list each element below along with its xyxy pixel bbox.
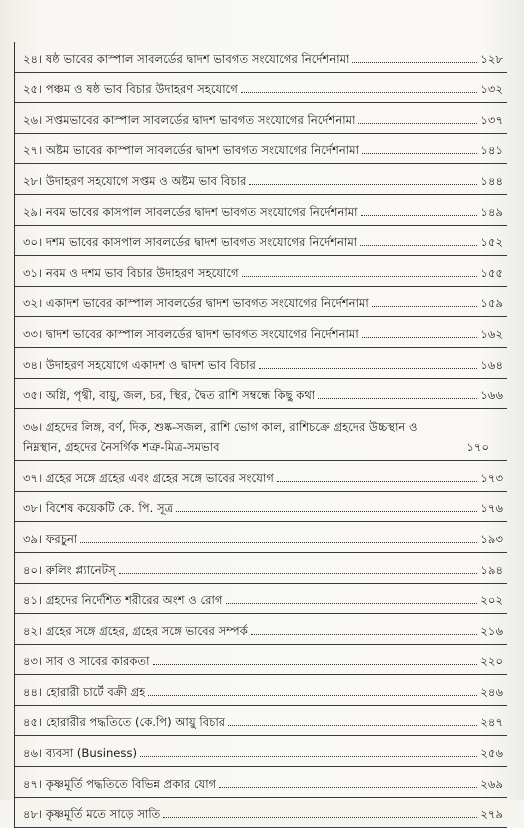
dot-leader (362, 337, 478, 338)
dot-leader (242, 276, 478, 277)
dot-leader (277, 481, 478, 482)
dot-leader (358, 123, 477, 124)
toc-entry (15, 379, 507, 410)
toc-entry-page: ২৪৬ (480, 684, 503, 699)
toc-entry (15, 461, 507, 492)
toc-entry-page: ১৫৫ (480, 265, 503, 280)
toc-entry-title: ৪৮। কৃষ্ণমূর্তি মতে সাড়ে সাতি (23, 807, 161, 822)
toc-entry (15, 317, 507, 348)
toc-entry-page: ২৭৯ (480, 807, 503, 822)
toc-entry-page: ২০২ (480, 593, 503, 608)
toc-entry-title: ৩৩। দ্বাদশ ভাবের কাস্পাল সাবলর্ডের দ্বাদশ ভাবগত সংযোগের নির্দেশনামা (23, 326, 359, 341)
toc-entry-title: ৪৩। সাব ও সাবের কারকতা (23, 654, 150, 669)
toc-entry-title: ২৯। নবম ভাবের কাসপাল সাবলর্ডের দ্বাদশ ভাবগত সংযোগের নির্দেশনামা (23, 204, 358, 219)
toc-entry-page: ১৫২ (480, 235, 503, 250)
toc-entry-page: ২৪৭ (480, 715, 503, 730)
dot-leader (251, 634, 478, 635)
dot-leader (318, 398, 477, 399)
dot-leader (219, 787, 477, 788)
toc-entry-title: ২৮। উদাহরণ সহযোগে সপ্তম ও অষ্টম ভাব বিচার (23, 173, 247, 188)
dot-leader (352, 62, 477, 63)
toc-entry-page: ১৫৯ (480, 296, 503, 311)
toc-entry-page: ১৪১ (480, 143, 503, 158)
dot-leader (176, 511, 477, 512)
dot-leader (80, 542, 477, 543)
dot-leader (163, 817, 477, 818)
toc-entry-title: ৪১। গ্রহদের নির্দেশিত শরীরের অংশ ও রোগ (23, 593, 223, 608)
toc-entry-page: ১৪৯ (480, 204, 503, 219)
toc-entry (15, 103, 507, 134)
table-of-contents (14, 42, 507, 828)
toc-entry-title: ৩২। একাদশ ভাবের কাস্পাল সাবলর্ডের দ্বাদশ ভাবগত সংযোগের নির্দেশনামা (23, 296, 369, 311)
dot-leader (362, 153, 477, 154)
dot-leader (228, 725, 477, 726)
dot-leader (241, 92, 478, 93)
toc-entry (15, 645, 507, 676)
dot-leader (153, 664, 478, 665)
toc-entry-page: ২৫৬ (480, 746, 503, 761)
toc-entry (15, 195, 507, 226)
toc-entry (15, 409, 507, 461)
toc-entry-title: ৩০। দশম ভাবের কাসপাল সাবলর্ডের দ্বাদশ ভাবগত সংযোগের নির্দেশনামা (23, 235, 358, 250)
toc-entry-page: ১৯৪ (480, 562, 503, 577)
toc-entry (15, 287, 507, 318)
toc-entry-title: ৪২। গ্রহের সঙ্গে গ্রহের, গ্রহের সঙ্গে ভাবের সম্পর্ক (23, 623, 248, 638)
toc-entry-title: ২৬। সপ্তমভাবের কাস্পাল সাবলর্ডের দ্বাদশ ভাবগত সংযোগের নির্দেশনামা (23, 112, 356, 127)
toc-entry-page: ১৭৩ (480, 470, 503, 485)
toc-entry-title: ৪০। রুলিং প্ল্যানেটস্ (23, 562, 116, 577)
dot-leader (259, 368, 478, 369)
toc-entry (15, 798, 507, 828)
toc-entry-page: ১৭০ (466, 440, 489, 455)
toc-entry-title: ৪৪। হোরারী চার্টে বক্রী গ্রহ (23, 684, 146, 699)
toc-entry (15, 553, 507, 584)
toc-entry (15, 348, 507, 379)
toc-entry-page: ১৭৬ (480, 501, 503, 516)
toc-entry-page: ২২০ (480, 654, 503, 669)
dot-leader (361, 215, 478, 216)
toc-entry-page: ১৩৭ (480, 112, 503, 127)
toc-entry (15, 134, 507, 165)
dot-leader (226, 603, 478, 604)
toc-entry-page: ২১৬ (480, 623, 503, 638)
toc-entry (15, 614, 507, 645)
toc-entry-title: ৪৫। হোরারীর পদ্ধতিতে (কে.পি) আয়ু বিচার (23, 715, 226, 730)
toc-entry (15, 256, 507, 287)
toc-entry-page: ১৬৬ (480, 388, 503, 403)
toc-entry-page: ১৩২ (480, 82, 503, 97)
toc-entry (15, 226, 507, 257)
toc-entry-page: ১৬৪ (480, 357, 503, 372)
toc-entry-title: ৩১। নবম ও দশম ভাব বিচার উদাহরণ সহযোগে (23, 265, 239, 280)
toc-entry-title: ৪৬। ব্যবসা (Business) (23, 746, 138, 761)
toc-entry-title: ৩৫। অগ্নি, পৃথ্বী, বায়ু, জল, চর, স্থির, দ্বৈত রাশি সম্বন্ধে কিছু কথা (23, 388, 316, 403)
toc-entry-title: ২৭। অষ্টম ভাবের কাস্পাল সাবলর্ডের দ্বাদশ ভাবগত সংযোগের নির্দেশনামা (23, 143, 359, 158)
toc-entry-title: ২৫। পঞ্চম ও ষষ্ঠ ভাব বিচার উদাহরণ সহযোগে (23, 82, 238, 97)
toc-entry (15, 584, 507, 615)
toc-entry (15, 492, 507, 523)
dot-leader (148, 695, 477, 696)
toc-entry (15, 522, 507, 553)
toc-entry-page: ১৬২ (480, 326, 503, 341)
toc-entry (15, 706, 507, 737)
toc-entry (15, 164, 507, 195)
toc-entry-title: ৩৭। গ্রহের সঙ্গে গ্রহের এবং গ্রহের সঙ্গে ভাবের সংযোগ (23, 470, 274, 485)
toc-entry-title: ২৪। ষষ্ঠ ভাবের কাস্পাল সাবলর্ডের দ্বাদশ ভাবগত সংযোগের নির্দেশনামা (23, 51, 350, 66)
dot-leader (140, 756, 477, 757)
toc-entry-page: ১২৮ (480, 51, 503, 66)
toc-entry (15, 42, 507, 73)
toc-entry (15, 73, 507, 104)
dot-leader (360, 245, 477, 246)
toc-entry (15, 736, 507, 767)
toc-entry-title: ৩৮। বিশেষ কয়েকটি কে. পি. সূত্র (23, 501, 174, 516)
dot-leader (372, 306, 478, 307)
toc-entry (15, 767, 507, 798)
toc-entry-page: ১৪৪ (480, 173, 503, 188)
toc-entry-page: ২৬৯ (480, 776, 503, 791)
toc-entry-title-line1: ৩৬। গ্রহদের লিঙ্গ, বর্ণ, দিক, শুষ্ক-সজল, রাশি ভোগ কাল, রাশিচক্রে গ্রহদের উচ্চস্থান ও (23, 420, 418, 435)
toc-entry-page: ১৯৩ (480, 531, 503, 546)
dot-leader (119, 573, 478, 574)
toc-entry (15, 675, 507, 706)
toc-entry-title-line2: নিম্নস্থান, গ্রহদের নৈসর্গিক শত্রু-মিত্র-সমভাব (23, 440, 220, 455)
toc-entry-title: ৩৯। ফরচুনা (23, 531, 78, 546)
toc-entry-title: ৪৭। কৃষ্ণমূর্তি পদ্ধতিতে বিভিন্ন প্রকার যোগ (23, 776, 217, 791)
dot-leader (249, 184, 477, 185)
toc-entry-title: ৩৪। উদাহরণ সহযোগে একাদশ ও দ্বাদশ ভাব বিচার (23, 357, 256, 372)
